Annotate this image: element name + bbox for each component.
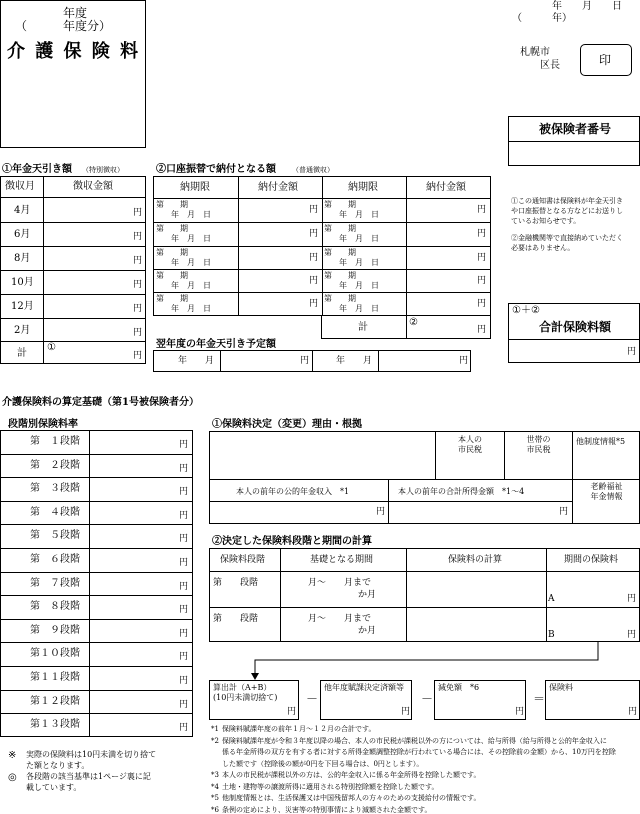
footnote-b-text: 各段階の該当基準は1ページ裏に記載しています。 (26, 772, 151, 792)
minus-2: － (421, 692, 434, 706)
bank-subtitle: （普通徴収） (292, 166, 334, 174)
premium-yen: 円 (628, 707, 638, 717)
premium-box (545, 680, 640, 720)
calc-col-calc: 保険料の計算 (448, 555, 503, 565)
bank-date-9: 年 月 日 (171, 304, 211, 313)
stage-label-13: 第１３段階 (30, 719, 80, 731)
bank-col-deadline-2: 納期限 (348, 182, 378, 193)
footnote-mark-8: *6 (211, 805, 219, 814)
bank-date-2: 年 月 日 (339, 210, 379, 219)
footnote-a-text: 実際の保険料は10円未満を切り捨てた額となります。 (26, 750, 157, 770)
stage-yen-7: 円 (179, 581, 189, 592)
pension-col-amount: 徴収金額 (73, 181, 113, 192)
bank-date-7: 年 月 日 (171, 281, 211, 290)
calc-months-a: か月 (358, 590, 377, 600)
calc-period-a: 月〜 月まで (308, 578, 372, 588)
calc-col-period: 基礎となる期間 (310, 555, 374, 565)
calc-title: ②決定した保険料段階と期間の計算 (212, 536, 372, 547)
stage-yen-9: 円 (179, 628, 189, 639)
footnote-mark-7: *5 (211, 794, 219, 802)
reduction-box (434, 680, 526, 720)
bank-period-5: 第 期 (156, 248, 188, 257)
issue-date-era: （ 年） (512, 13, 572, 24)
calc-col-period-fee: 期間の保険料 (564, 555, 619, 565)
footnote-b-mark: ◎ (8, 772, 17, 783)
stage-label-11: 第１１段階 (30, 672, 80, 683)
stage-yen-5: 円 (179, 534, 189, 545)
total-label: 合計保険料額 (539, 320, 612, 334)
footnote-text-7: 他制度情報とは、生活保護又は中国残留邦人の方々のための支援給付の情報です。 (222, 794, 481, 802)
stage-label-8: 第 ８段階 (30, 601, 80, 613)
footnote-mark-5: *3 (211, 771, 219, 779)
stage-yen-3: 円 (179, 487, 189, 498)
bank-period-2: 第 期 (324, 200, 356, 209)
bank-date-3: 年 月 日 (171, 234, 211, 243)
bank-date-1: 年 月 日 (171, 210, 211, 219)
bank-date-6: 年 月 日 (339, 258, 379, 267)
bank-total-row (321, 315, 491, 339)
fiscal-year-paren: （ 年度分） (15, 19, 112, 33)
total-mark: ①＋② (512, 305, 540, 316)
pension-title: ①年金天引き額 (2, 164, 72, 175)
pension-subtitle: （特別徴収） (82, 166, 124, 174)
seal-text: 印 (599, 53, 612, 67)
footnote-a-mark: ※ (8, 750, 17, 761)
reason-title: ①保険料決定（変更）理由・根拠 (212, 419, 362, 430)
footnote-text-5: 本人の市民税が課税以外の方は、公的年金収入に係る年金所得を控除した額です。 (222, 771, 481, 779)
equals-sign: ＝ (533, 692, 546, 706)
footnote-text-3: 係る年金所得の双方を有する者に対する所得金額調整控除が行われている場合には、その控除前の金額）から、10万円を控除 (222, 748, 616, 756)
pension-month-8: 8月 (14, 253, 31, 264)
next-year-yen-2: 円 (459, 356, 469, 366)
bank-yen-6: 円 (477, 253, 487, 263)
pension-total-label: 計 (17, 348, 27, 359)
calc-period-b: 月〜 月まで (308, 614, 372, 624)
stage-label-1: 第 １段階 (30, 436, 80, 447)
pension-yen-5: 円 (133, 304, 143, 314)
pension-table (0, 176, 146, 364)
premium-label: 保険料 (549, 683, 573, 692)
stage-yen-11: 円 (179, 676, 189, 686)
calc-yen-a: 円 (627, 594, 637, 604)
bank-table (153, 176, 491, 316)
reason-tax-self: 本人の 市民税 (458, 435, 482, 454)
calc-yen-b: 円 (627, 630, 637, 640)
bank-yen-2: 円 (477, 205, 487, 215)
bank-period-9: 第 期 (156, 294, 188, 303)
bank-total-yen: 円 (477, 325, 487, 335)
stage-label-9: 第 ９段階 (30, 624, 80, 636)
bank-yen-3: 円 (309, 229, 319, 239)
bank-total-label: 計 (358, 322, 368, 333)
reason-yen-2: 円 (559, 507, 569, 517)
reduction-label: 減免額 *6 (438, 683, 480, 692)
issue-date: 年 月 日 (552, 1, 622, 12)
reason-table (209, 431, 640, 524)
bank-yen-7: 円 (309, 276, 319, 286)
bank-yen-8: 円 (477, 276, 487, 286)
footnote-text-8: 条例の定めにより、災害等の特別事情により減額された金額です。 (222, 805, 432, 814)
document-title: 介 護 保 険 料 (7, 41, 141, 62)
issuer-role: 区長 (540, 60, 560, 71)
bank-title: ②口座振替で納付となる額 (156, 164, 276, 175)
pension-yen-6: 円 (133, 328, 143, 338)
stage-label-10: 第１０段階 (30, 648, 80, 660)
next-year-yen-1: 円 (300, 356, 310, 366)
next-year-table (153, 350, 471, 372)
pension-yen-2: 円 (133, 232, 143, 242)
reason-total-income: 本人の前年の合計所得金額 *1〜4 (398, 487, 525, 496)
seal-box (580, 44, 632, 76)
calc-table (209, 548, 640, 642)
calc-row-b: B (548, 630, 555, 640)
stage-yen-4: 円 (179, 510, 189, 521)
reason-pension-income: 本人の前年の公的年金収入 *1 (236, 487, 350, 496)
pension-total-mark: ① (47, 342, 56, 353)
stage-yen-10: 円 (179, 652, 189, 663)
footnote-text-4: した額です（控除後の額が0円を下回る場合は、0円とします）。 (222, 759, 424, 768)
bank-period-3: 第 期 (156, 224, 188, 233)
next-year-title: 翌年度の年金天引き予定額 (156, 339, 276, 350)
bank-period-6: 第 期 (324, 248, 356, 257)
note-2: ②金融機関等で直接納めていただく必要はありません。 (511, 234, 623, 252)
calc-row-a: A (548, 594, 555, 604)
bank-period-10: 第 期 (324, 294, 356, 303)
footnote-text-1: 保険料賦課年度の前年１月〜１２月の合計です。 (222, 725, 376, 733)
bank-total-mark: ② (409, 317, 418, 328)
calc-col-stage: 保険料段階 (220, 555, 266, 565)
bank-date-8: 年 月 日 (339, 281, 379, 290)
calc-stage-a: 第 段階 (213, 578, 259, 588)
footnote-mark-2: *2 (211, 736, 219, 745)
calc-stage-b: 第 段階 (213, 614, 259, 624)
stage-label-6: 第 ６段階 (30, 554, 80, 565)
bank-date-4: 年 月 日 (339, 234, 379, 243)
footnote-mark-6: *4 (211, 782, 219, 791)
stage-label-4: 第 ４段階 (30, 506, 80, 518)
stage-label-5: 第 ５段階 (30, 530, 80, 542)
title-box (0, 0, 146, 148)
bank-yen-4: 円 (477, 229, 487, 239)
pension-yen-3: 円 (133, 256, 143, 266)
pension-col-month: 徴収月 (5, 181, 35, 192)
stage-label-7: 第 ７段階 (30, 577, 80, 589)
bank-period-8: 第 期 (324, 271, 356, 280)
stage-yen-1: 円 (179, 440, 189, 450)
bank-period-1: 第 期 (156, 200, 188, 209)
next-year-month-2: 年 月 (336, 356, 373, 366)
bank-period-4: 第 期 (324, 224, 356, 233)
pension-month-2: 2月 (14, 325, 31, 336)
stage-label-3: 第 ３段階 (30, 483, 80, 495)
rates-title: 段階別保険料率 (8, 419, 78, 430)
bank-yen-1: 円 (309, 205, 319, 215)
pension-yen-total: 円 (133, 351, 143, 361)
rates-table (0, 430, 193, 737)
stage-yen-2: 円 (179, 463, 189, 474)
reduction-yen: 円 (515, 707, 525, 717)
pension-yen-4: 円 (133, 280, 143, 290)
stage-label-2: 第 ２段階 (30, 459, 80, 471)
pension-month-4: 4月 (14, 205, 31, 216)
pension-yen-1: 円 (133, 208, 143, 218)
issuer-city: 札幌市 (520, 47, 550, 58)
bank-date-5: 年 月 日 (171, 258, 211, 267)
other-tax-label: 他年度賦課決定済額等 (324, 683, 404, 692)
stage-yen-13: 円 (179, 723, 189, 734)
insured-number-label: 被保険者番号 (539, 122, 612, 136)
bank-yen-10: 円 (477, 299, 487, 309)
fiscal-year-label: 年度 (63, 6, 88, 20)
stage-yen-6: 円 (179, 558, 189, 568)
bank-period-7: 第 期 (156, 271, 188, 280)
insured-number-box (508, 116, 640, 166)
reason-old-age-pension: 老齢福祉 年金情報 (590, 482, 623, 501)
footnote-mark-1: *1 (211, 725, 219, 733)
bank-col-amount-2: 納付金額 (426, 182, 466, 193)
bank-date-10: 年 月 日 (339, 304, 379, 313)
bank-yen-9: 円 (309, 299, 319, 309)
pension-month-12: 12月 (11, 301, 34, 312)
bank-yen-5: 円 (309, 253, 319, 263)
subtotal-note: (10円未満切捨て) (213, 693, 278, 702)
subtotal-box (209, 680, 299, 720)
subtotal-label: 算出計（A+B） (213, 683, 272, 692)
bank-col-amount-1: 納付金額 (258, 182, 298, 193)
minus-1: － (306, 692, 319, 706)
calc-months-b: か月 (358, 626, 377, 636)
note-1: ①この通知書は保険料が年金天引きや口座振替となる方などにお送りしているお知らせです。 (511, 197, 623, 225)
total-box (508, 303, 640, 363)
footnote-text-2: 保険料賦課年度が令和３年度以降の場合、本人の市民税が課税以外の方については、給与所得（給与所得と公的年金収入に (222, 736, 607, 745)
bank-col-deadline-1: 納期限 (180, 182, 210, 193)
reason-yen-1: 円 (376, 507, 386, 517)
reason-tax-household: 世帯の 市民税 (526, 435, 551, 454)
other-tax-box (320, 680, 412, 720)
total-yen: 円 (627, 347, 637, 357)
subtotal-yen: 円 (287, 707, 297, 717)
next-year-month-1: 年 月 (178, 356, 215, 366)
stage-yen-8: 円 (179, 605, 189, 616)
pension-month-10: 10月 (11, 277, 34, 288)
stage-label-12: 第１２段階 (30, 695, 80, 707)
pension-month-6: 6月 (14, 229, 31, 240)
footnote-text-6: 土地・建物等の譲渡所得に適用される特別控除額を控除した額です。 (222, 782, 439, 791)
stage-yen-12: 円 (179, 699, 189, 710)
reason-other-info: 他制度情報*5 (576, 437, 626, 446)
other-tax-yen: 円 (401, 707, 411, 717)
basis-title: 介護保険料の算定基礎（第1号被保険者分） (2, 397, 199, 408)
